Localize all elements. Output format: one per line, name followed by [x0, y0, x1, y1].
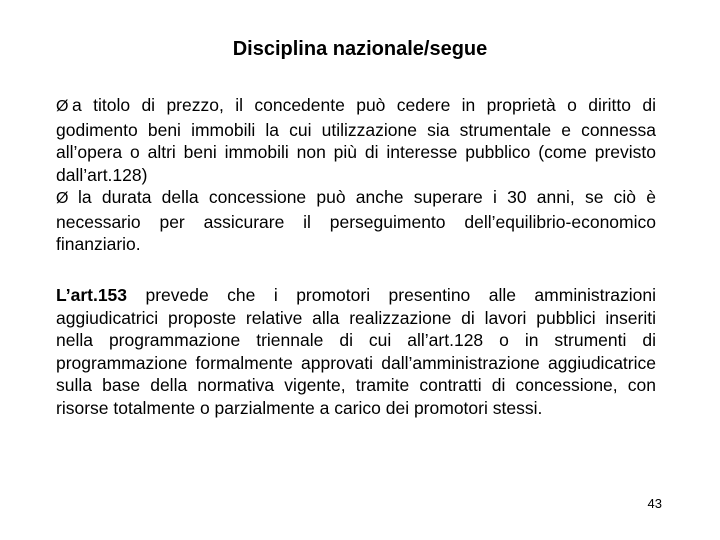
paragraph-text: prevede che i promotori presentino alle amministrazioni aggiudicatrici proposte relative alla realizzazione di lavori pubblici inseriti nella programmazione triennale di cui all’art.128 o in strumenti di programmazione formalmente approvati dall’amministrazione aggiudicatrice sulla base della normativa vigente, tramite contratti di concessione, con risorse totalmente o parzialmente a carico dei promotori stessi. — [56, 285, 656, 418]
paragraph-lead: L’art.153 — [56, 285, 128, 305]
arrow-bullet-icon: Ø — [56, 98, 69, 115]
bullet-item — [56, 186, 656, 256]
bullet-text: a titolo di prezzo, il concedente può cedere in proprietà o diritto di godimento beni immobili la cui utilizzazione sia strumentale e connessa all’opera o altri beni immobili non più di interesse pubblico (come previsto dall’art.128) — [56, 95, 656, 185]
bullet-text: la durata della concessione può anche superare i 30 anni, se ciò è necessario per assicurare il perseguimento dell’equilibrio-economico finanziario. — [56, 187, 656, 254]
slide-title: Disciplina nazionale/segue — [232, 38, 488, 60]
bullet-item — [56, 94, 656, 186]
arrow-bullet-icon: Ø — [56, 190, 69, 207]
body-paragraph — [56, 284, 656, 419]
bullet-list — [56, 94, 656, 256]
page-number: 43 — [647, 496, 662, 511]
